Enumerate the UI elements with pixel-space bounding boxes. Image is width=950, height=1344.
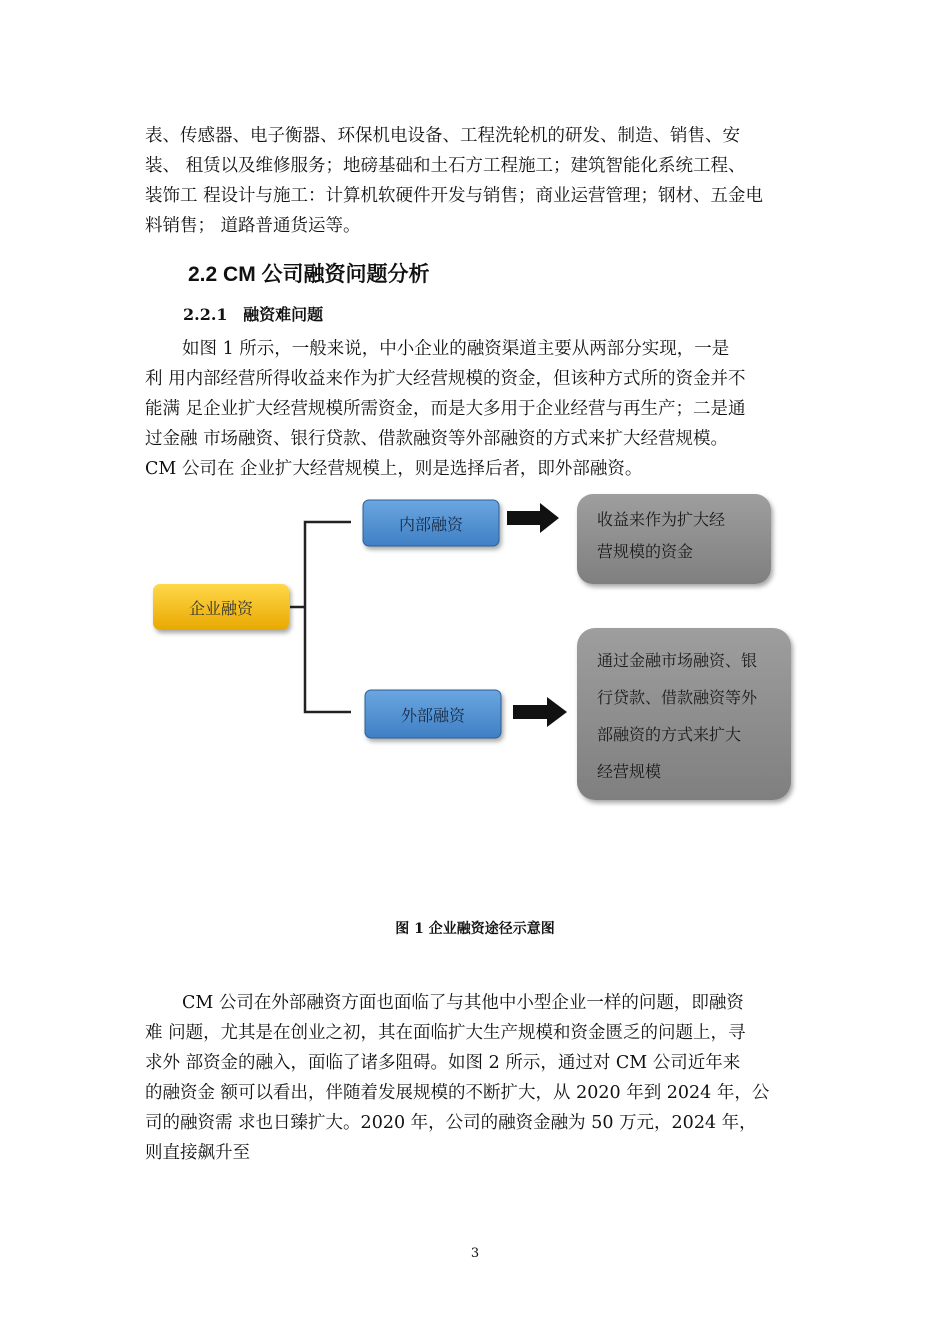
arrow-external-icon bbox=[513, 697, 567, 727]
text-line: 则直接飙升至 bbox=[145, 1143, 250, 1163]
internal-result-node bbox=[577, 494, 771, 584]
text-line: 如图 1 所示，一般来说，中小企业的融资渠道主要从两部分实现，一是 bbox=[182, 339, 730, 359]
subsection-heading bbox=[183, 302, 323, 325]
text-line: 装饰工 程设计与施工：计算机软硬件开发与销售；商业运营管理；钢材、五金电 bbox=[145, 186, 764, 206]
figure-caption: 图 1 企业融资途径示意图 bbox=[395, 921, 555, 937]
external-result-line: 通过金融市场融资、银 bbox=[597, 651, 758, 670]
root-node bbox=[153, 584, 289, 630]
root-label: 企业融资 bbox=[188, 599, 254, 618]
section-heading: 2.2 CM 公司融资问题分析 bbox=[188, 263, 430, 286]
text-line: 装、 租赁以及维修服务；地磅基础和土石方工程施工；建筑智能化系统工程、 bbox=[145, 156, 746, 176]
external-result-line: 行贷款、借款融资等外 bbox=[597, 688, 758, 707]
internal-financing-node bbox=[363, 500, 499, 546]
page-number: 3 bbox=[470, 1246, 480, 1261]
text-line: 求外 部资金的融入，面临了诸多阻碍。如图 2 所示，通过对 CM 公司近年来 bbox=[145, 1053, 741, 1073]
subsection-title: 融资难问题 bbox=[243, 305, 324, 324]
text-line: 料销售； 道路普通货运等。 bbox=[145, 216, 361, 236]
text-line: CM 公司在外部融资方面也面临了与其他中小型企业一样的问题，即融资 bbox=[182, 993, 744, 1013]
text-line: 利 用内部经营所得收益来作为扩大经营规模的资金，但该种方式所的资金并不 bbox=[145, 369, 746, 389]
paragraph-2 bbox=[145, 988, 815, 1168]
text-line: 的融资金 额可以看出，伴随着发展规模的不断扩大，从 2020 年到 2024 年，公 bbox=[145, 1083, 770, 1103]
paragraph-1 bbox=[145, 334, 815, 484]
external-label: 外部融资 bbox=[400, 706, 466, 725]
subsection-number: 2.2.1 bbox=[183, 305, 228, 324]
internal-label: 内部融资 bbox=[398, 515, 464, 534]
external-financing-node bbox=[365, 690, 501, 738]
text-line: CM 公司在 企业扩大经营规模上，则是选择后者，即外部融资。 bbox=[145, 459, 643, 479]
text-line: 过金融 市场融资、银行贷款、借款融资等外部融资的方式来扩大经营规模。 bbox=[145, 429, 729, 449]
bracket-connector bbox=[305, 522, 351, 712]
diagram-svg bbox=[145, 490, 805, 810]
intro-paragraph bbox=[145, 121, 815, 241]
internal-result-line: 收益来作为扩大经 bbox=[597, 510, 726, 529]
financing-diagram bbox=[145, 490, 805, 810]
text-line: 难 问题，尤其是在创业之初，其在面临扩大生产规模和资金匮乏的问题上，寻 bbox=[145, 1023, 746, 1043]
text-line: 司的融资需 求也日臻扩大。2020 年，公司的融资金融为 50 万元，2024 年， bbox=[145, 1113, 757, 1133]
external-result-line: 经营规模 bbox=[597, 762, 662, 781]
text-line: 表、传感器、电子衡器、环保机电设备、工程洗轮机的研发、制造、销售、安 bbox=[145, 126, 740, 146]
internal-result-line: 营规模的资金 bbox=[597, 542, 694, 561]
external-result-line: 部融资的方式来扩大 bbox=[597, 725, 742, 744]
arrow-internal-icon bbox=[507, 503, 559, 533]
text-line: 能满 足企业扩大经营规模所需资金，而是大多用于企业经营与再生产；二是通 bbox=[145, 399, 746, 419]
external-result-node bbox=[577, 628, 791, 800]
